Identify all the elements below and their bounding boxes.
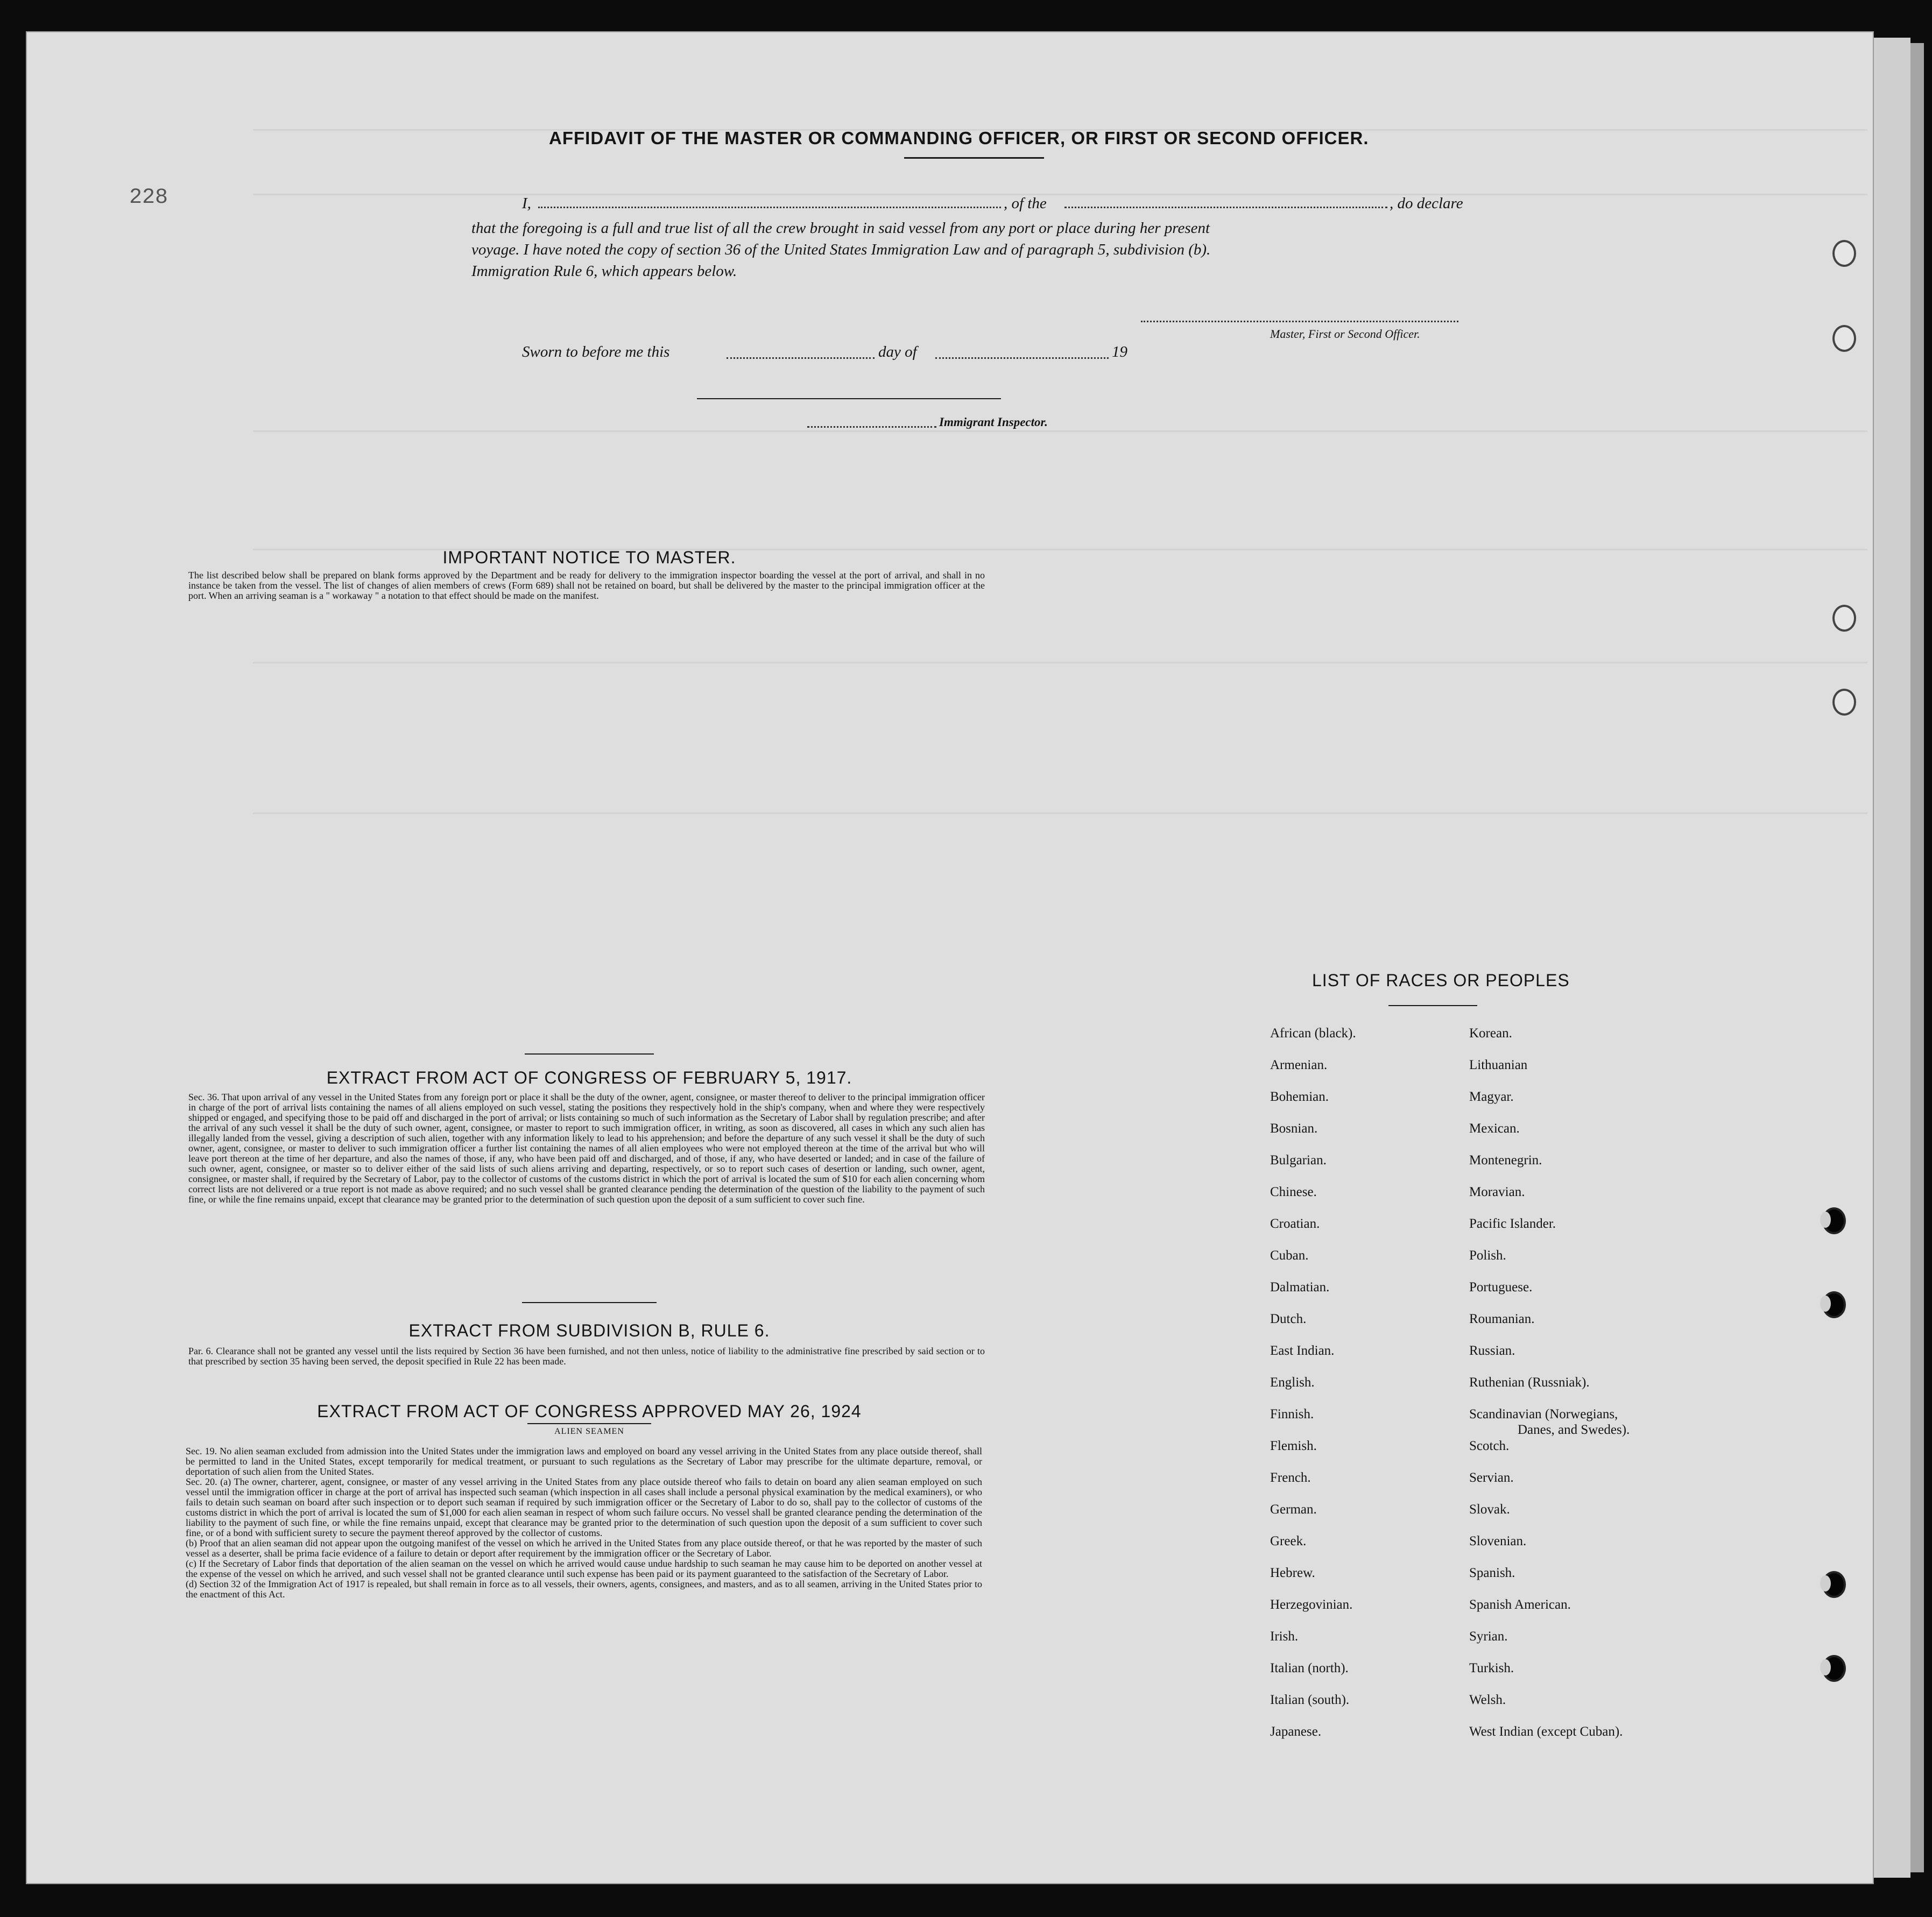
extract-1917-rule <box>522 1302 657 1303</box>
race-item: Spanish. <box>1469 1566 1515 1580</box>
notice-body: The list described below shall be prepared on blank forms approved by the Department and be ready for delivery to the immigration inspector boarding the vessel at the port of arrival, and shall in no instance be taken from the vessel. The list of changes of alien members of crews (Form 689) shall not be retained on board, but shall be delivered by the master to the principal immigration officer at the port. When an arriving seaman is a " workaway " a notation to that effect should be made on the manifest. <box>188 570 985 601</box>
race-item: Bulgarian. <box>1270 1153 1327 1168</box>
inspector-leader <box>807 426 936 428</box>
race-item: German. <box>1270 1502 1317 1517</box>
race-item-continuation: Danes, and Swedes). <box>1518 1423 1630 1437</box>
punch-hole <box>1822 1655 1846 1682</box>
bleed-through <box>253 194 1867 195</box>
affidavit-line-3: voyage. I have noted the copy of section 36 of the United States Immigration Law and of paragraph 5, subdivision (b). <box>471 241 1211 258</box>
race-item: Herzegovinian. <box>1270 1597 1353 1612</box>
race-item: Armenian. <box>1270 1058 1328 1072</box>
punch-hole <box>1822 1207 1846 1234</box>
race-item: Pacific Islander. <box>1469 1216 1556 1231</box>
punch-hole <box>1832 325 1856 352</box>
notice-rule <box>525 1053 654 1055</box>
margin-number: 228 <box>129 186 168 210</box>
of-the-label: , of the <box>1004 195 1047 212</box>
race-item: Finnish. <box>1270 1407 1314 1421</box>
race-item: Dalmatian. <box>1270 1280 1330 1294</box>
race-item: Dutch. <box>1270 1312 1307 1326</box>
race-item: Ruthenian (Russniak). <box>1469 1375 1590 1390</box>
race-item: Japanese. <box>1270 1724 1322 1739</box>
race-item: Hebrew. <box>1270 1566 1315 1580</box>
sworn-month-field[interactable] <box>935 357 1109 359</box>
do-declare-label: , do declare <box>1390 195 1463 212</box>
race-item: Polish. <box>1469 1248 1506 1263</box>
race-item: Bosnian. <box>1270 1121 1318 1136</box>
punch-hole <box>1822 1291 1846 1318</box>
race-item: Mexican. <box>1469 1121 1520 1136</box>
races-left-column <box>1270 1025 1356 1756</box>
race-item: Bohemian. <box>1270 1090 1329 1104</box>
year-prefix: 19 <box>1112 343 1127 360</box>
race-item: Slovenian. <box>1469 1534 1527 1548</box>
race-item: Chinese. <box>1270 1185 1317 1199</box>
race-item: Lithuanian <box>1469 1058 1528 1072</box>
bleed-through <box>253 812 1867 814</box>
race-item: Greek. <box>1270 1534 1307 1548</box>
punch-hole <box>1832 605 1856 632</box>
bleed-through <box>253 662 1867 663</box>
race-item: Magyar. <box>1469 1090 1514 1104</box>
notice-title: IMPORTANT NOTICE TO MASTER. <box>442 548 736 567</box>
extract-1924-body <box>186 1446 982 1600</box>
extract-1924-title: EXTRACT FROM ACT OF CONGRESS APPROVED MAY 26, 1924 <box>317 1402 862 1421</box>
races-right-column <box>1469 1025 1630 1756</box>
punch-hole <box>1832 689 1856 716</box>
race-item: Flemish. <box>1270 1439 1317 1453</box>
races-title: LIST OF RACES OR PEOPLES <box>1312 971 1570 990</box>
extract-1917-title: EXTRACT FROM ACT OF CONGRESS OF FEBRUARY 5, 1917. <box>326 1068 852 1087</box>
declarant-prefix: I, <box>522 195 531 212</box>
race-item: East Indian. <box>1270 1343 1335 1358</box>
race-item: Servian. <box>1469 1470 1514 1485</box>
subdivision-b-body: Par. 6. Clearance shall not be granted any vessel until the lists required by Section 36 have been furnished, and not then unless, notice of liability to the administrative fine prescribed by said section or to that prescribed by section 35 having been served, the deposit specified in Rule 22 has been made. <box>188 1346 985 1367</box>
race-item: Turkish. <box>1469 1661 1514 1675</box>
race-item: Spanish American. <box>1469 1597 1571 1612</box>
race-item: Moravian. <box>1469 1185 1525 1199</box>
subdivision-b-title: EXTRACT FROM SUBDIVISION B, RULE 6. <box>408 1321 770 1340</box>
affidavit-title: AFFIDAVIT OF THE MASTER OR COMMANDING OFFICER, OR FIRST OR SECOND OFFICER. <box>549 128 1369 148</box>
race-item: Syrian. <box>1469 1629 1508 1644</box>
sec-20c-paragraph: (c) If the Secretary of Labor finds that deportation of the alien seaman on the vessel on which he arrived would cause undue hardship to such seaman he may cause him to be deported on another vessel at the expense of the vessel on which he arrived, and such vessel shall not be granted clearance until such expense has been paid or its payment guaranteed to the satisfaction of the Secretary of Labor. <box>186 1558 982 1579</box>
inspector-label: Immigrant Inspector. <box>939 415 1048 429</box>
sec-19-paragraph: Sec. 19. No alien seaman excluded from admission into the United States under the immigration laws and employed on board any vessel arriving in the United States from any place outside thereof, shall be permitted to land in the United States, except temporarily for medical treatment, or pursuant to such regulations as the Secretary of Labor may prescribe for the ultimate departure, removal, or deportation of such alien from the United States. <box>186 1446 982 1477</box>
extract-1917-body: Sec. 36. That upon arrival of any vessel in the United States from any foreign port or place it shall be the duty of the owner, agent, consignee, or master thereof to deliver to the principal immigration officer in charge of the port of arrival lists containing the names of all aliens employed on such vessel, stating the positions they respectively hold in the ship's company, when and where they were respectively shipped or engaged, and specifying those to be paid off and discharged in the port of arrival; or lists containing so much of such information as the Secretary of Labor shall by regulation prescribe; and after the arrival of any such vessel it shall be the duty of such owner, agent, consignee, or master to report to such immigration officer, in writing, as soon as discovered, all cases in which any such alien has illegally landed from the vessel, giving a description of such alien, together with any information likely to lead to his apprehension; and before the departure of any such vessel it shall be the duty of such owner, agent, consignee, or master to deliver to such immigration officer a further list containing the names of all alien employees who were not employed thereon at the time of the arrival but who will leave port thereon at the time of her departure, and also the names of those, if any, who have been paid off and discharged, and of those, if any, who have deserted or landed; and in case of the failure of such owner, agent, consignee, or master so to deliver either of the said lists of such aliens arriving and departing, respectively, or so to report such cases of desertion or landing, such owner, agent, consignee, or master shall, if required by the Secretary of Labor, pay to the collector of customs of the customs district in which the port of arrival is located the sum of $10 for each alien concerning whom correct lists are not delivered or a true report is not made as above required; and no such vessel shall be granted clearance pending the determination of the question of the liability to the payment of such fine, or while the fine remains unpaid, except that clearance may be granted prior to the determination of such question upon the deposit of a sum sufficient to cover such fine. <box>188 1092 985 1205</box>
bleed-through <box>253 430 1867 432</box>
race-item: African (black). <box>1270 1026 1356 1041</box>
race-item: English. <box>1270 1375 1315 1390</box>
race-item: Korean. <box>1469 1026 1512 1041</box>
race-item: French. <box>1270 1470 1311 1485</box>
sec-20b-paragraph: (b) Proof that an alien seaman did not appear upon the outgoing manifest of the vessel on which he arrived in the United States from any place outside thereof, or that he was reported by the master of such vessel as a deserter, shall be prima facie evidence of a failure to detain or deport after requirement by the immigration officer or the Secretary of Labor. <box>186 1538 982 1559</box>
race-item: Slovak. <box>1469 1502 1510 1517</box>
race-item: Portuguese. <box>1469 1280 1533 1294</box>
title-rule <box>904 157 1044 159</box>
extract-1924-rule <box>527 1423 651 1424</box>
races-rule <box>1388 1005 1477 1006</box>
master-signature-label: Master, First or Second Officer. <box>1270 327 1420 341</box>
declarant-name-field[interactable] <box>538 207 1001 208</box>
race-item: Croatian. <box>1270 1216 1320 1231</box>
race-item: Scotch. <box>1469 1439 1510 1453</box>
punch-hole <box>1822 1571 1846 1598</box>
race-item: Welsh. <box>1469 1693 1506 1707</box>
race-item: West Indian (except Cuban). <box>1469 1724 1623 1739</box>
vessel-name-field[interactable] <box>1064 207 1387 208</box>
race-item: Irish. <box>1270 1629 1299 1644</box>
inspector-signature-field[interactable] <box>697 398 1001 399</box>
race-item: Scandinavian (Norwegians, <box>1469 1407 1618 1421</box>
race-item: Montenegrin. <box>1469 1153 1542 1168</box>
sworn-day-field[interactable] <box>727 357 875 359</box>
day-of-label: day of <box>878 343 917 360</box>
race-item: Roumanian. <box>1469 1312 1535 1326</box>
sec-20a-paragraph: Sec. 20. (a) The owner, charterer, agent, consignee, or master of any vessel arriving in the United States from any place outside thereof who fails to detain on board any alien seaman employed on such vessel until the immigration officer in charge at the port of arrival has inspected such seaman (which inspection in all cases shall include a personal physical examination by the medical examiners), or who fails to detain such seaman on board after such inspection or to deport such seaman if required by such immigration officer or the Secretary of Labor to do so, shall pay to the collector of customs of the customs district in which the port of arrival is located the sum of $1,000 for each alien seaman in respect of whom such failure occurs. No vessel shall be granted clearance pending the determination of the liability to the payment of such fine, or while the fine remains unpaid, except that clearance may be granted prior to the determination of such question upon the deposit of a sum sufficient to cover such fine, or of a bond with sufficient surety to secure the payment thereof approved by the collector of customs. <box>186 1476 982 1538</box>
sworn-label: Sworn to before me this <box>522 343 670 360</box>
race-item: Italian (north). <box>1270 1661 1349 1675</box>
punch-hole <box>1832 240 1856 267</box>
alien-seamen-subtitle: ALIEN SEAMEN <box>554 1427 624 1436</box>
race-item: Italian (south). <box>1270 1693 1350 1707</box>
sec-20d-paragraph: (d) Section 32 of the Immigration Act of 1917 is repealed, but shall remain in force as to all vessels, their owners, agents, consignees, and masters, and as to all seamen, arriving in the United States prior to the enactment of this Act. <box>186 1579 982 1600</box>
race-item: Russian. <box>1469 1343 1515 1358</box>
affidavit-line-4: Immigration Rule 6, which appears below. <box>471 263 737 280</box>
race-item: Cuban. <box>1270 1248 1309 1263</box>
affidavit-line-2: that the foregoing is a full and true list of all the crew brought in said vessel from any port or place during her present <box>471 220 1210 237</box>
master-signature-field[interactable] <box>1141 321 1458 322</box>
